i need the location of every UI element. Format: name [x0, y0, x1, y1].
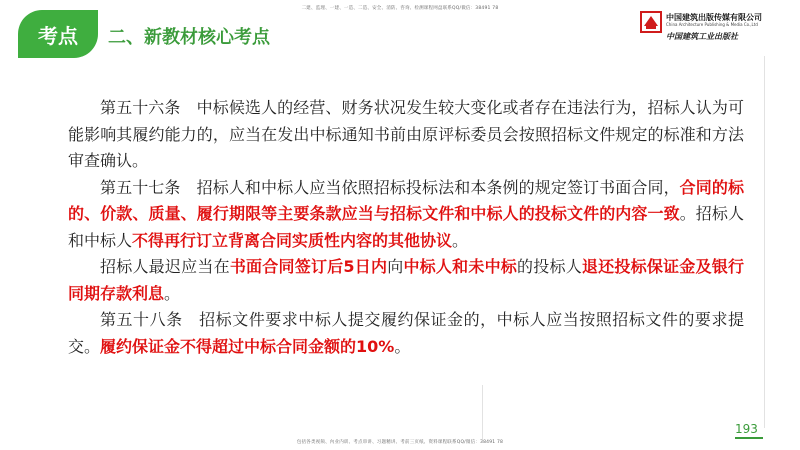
body-text: 第五十七条 招标人和中标人应当依照招标投标法和本条例的规定签订书面合同， — [100, 177, 680, 197]
emphasis-text: 不得再行订立背离合同实质性内容的其他协议 — [132, 230, 453, 250]
top-note: 二建、监理、一建、一造、二造、安全、消防、咨询、检测课程网盘联系QQ/微信：38491 78 — [301, 6, 499, 11]
divider-line — [482, 385, 483, 440]
kaodian-badge: 考点 — [18, 10, 98, 58]
paragraph — [68, 95, 744, 175]
paragraph — [68, 307, 744, 360]
bottom-note: 包括各类视频、內业内训、考点串讲、习题精讲、考前三页纸、资料课程联系QQ/微信：38491 78 — [296, 440, 504, 445]
section-title: 二、新教材核心考点 — [108, 27, 270, 48]
publisher-name-script: 中国建筑工业出版社 — [666, 32, 738, 41]
emphasis-text: 书面合同签订后5日内 — [229, 257, 388, 276]
publisher-name-en: China Architecture Publishing & Media Co.,Ltd — [666, 22, 758, 27]
body-text: 第五十六条 中标候选人的经营、财务状况发生较大变化或者存在违法行为，招标人认为可能影响其履约能力的，应当在发出中标通知书前由原评标委员会按照招标文件规定的标准和方法审查确认。 — [68, 98, 744, 170]
body-text: 第五十八条 招标文件要求中标人提交履约保证金的，中标人应当按照招标文件的要求提交。 — [68, 310, 744, 356]
article-body — [68, 95, 744, 360]
publisher-logo — [640, 9, 790, 43]
emphasis-text: 合同的标的、价款、质量、履行期限等主要条款应当与招标文件和中标人的投标文件的内容一致 — [68, 177, 744, 223]
body-text: 的投标人 — [517, 257, 582, 276]
publisher-emblem-icon — [640, 11, 662, 33]
paragraph — [68, 254, 744, 307]
page-number: 193 — [735, 422, 758, 436]
divider-line — [764, 56, 765, 428]
paragraph — [68, 175, 744, 255]
body-text: 招标人最迟应当在 — [100, 257, 230, 276]
body-text: 。 — [164, 283, 181, 303]
body-text: 。 — [394, 336, 411, 356]
emphasis-text: 中标人和未中标 — [403, 257, 518, 276]
body-text: 。 — [452, 230, 469, 250]
body-text: 向 — [387, 257, 404, 276]
publisher-name-cn: 中国建筑出版传媒有限公司 — [666, 13, 762, 22]
emphasis-text: 退还投标保证金及银行同期存款利息 — [68, 257, 744, 303]
emphasis-text: 履约保证金不得超过中标合同金额的10% — [100, 336, 395, 356]
body-text: 。招标人和中标人 — [68, 204, 744, 250]
